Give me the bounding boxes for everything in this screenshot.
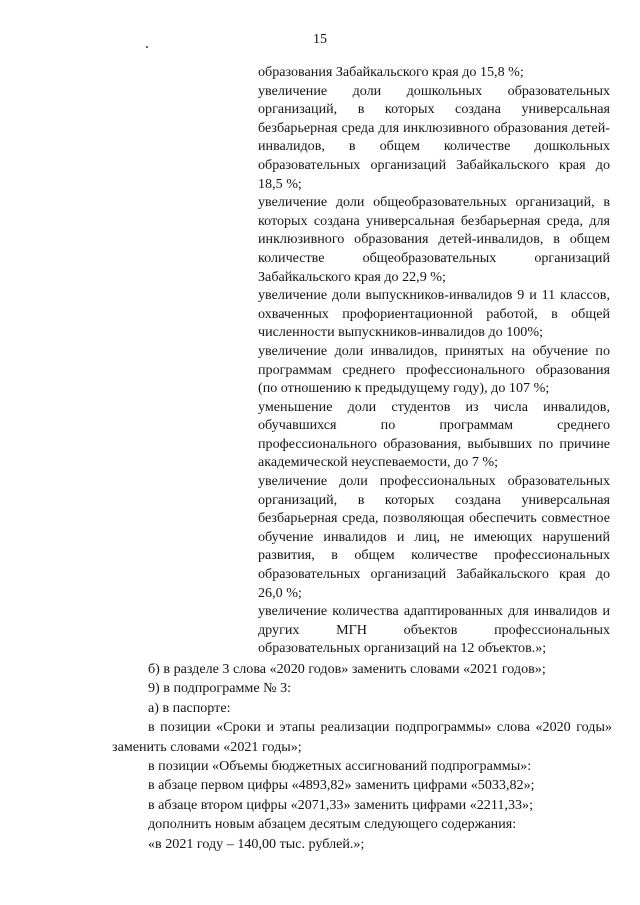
amendment-paragraph: в позиции «Объемы бюджетных ассигнований подпрограммы»: [148,758,532,775]
indicator-paragraph: увеличение доли общеобразовательных организаций, в которых создана универсальная безбарьерная среда, для инклюзивного образования детей-инвалидов, в общем количестве общеобразовательных организаций Забайкальского края до 22,9 %; [258,194,610,285]
amendment-paragraph: б) в разделе 3 слова «2020 годов» заменить словами «2021 годов»; [148,661,546,677]
amendment-paragraph: «в 2021 году – 140,00 тыс. рублей.»; [148,835,365,852]
amendment-paragraph: а) в паспорте: [148,699,231,716]
amendment-paragraph: в абзаце втором цифры «2071,33» заменить цифрами «2211,33»; [148,796,534,813]
page-number: 15 [313,32,327,47]
amendment-paragraph: в позиции «Сроки и этапы реализации подпрограммы» слова «2020 годы» заменить словами «2021 годы»; [112,719,612,755]
amendment-paragraph: 9) в подпрограмме № 3: [148,680,292,697]
indicator-paragraph: увеличение доли выпускников-инвалидов 9 и 11 классов, охваченных профориентационной работой, в общей численности выпускников-инвалидов до 100%; [258,287,610,341]
indicator-paragraph: уменьшение доли студентов из числа инвалидов, обучавшихся по программам среднего профессионального образования, выбывших по причине академической неуспеваемости, до 7 %; [258,398,610,471]
indicators-block [258,63,610,658]
indicator-paragraph: увеличение доли профессиональных образовательных организаций, в которых создана универсальная безбарьерная среда, позволяющая обеспечить совместное обучение инвалидов и лиц, не имеющих нарушений развития, в общем количестве профессиональных образовательных организаций Забайкальского края до 26,0 %; [258,473,610,601]
amendments-block [112,660,612,854]
indicator-paragraph: образования Забайкальского края до 15,8 %; [258,64,524,80]
amendment-paragraph: дополнить новым абзацем десятым следующего содержания: [148,816,517,833]
amendment-paragraph: в абзаце первом цифры «4893,82» заменить цифрами «5033,82»; [148,777,535,794]
indicator-paragraph: увеличение количества адаптированных для инвалидов и других МГН объектов профессиональных образовательных организаций на 12 объектов.»; [258,603,610,657]
indicator-paragraph: увеличение доли инвалидов, принятых на обучение по программам среднего профессионального образования (по отношению к предыдущему году), до 107 %; [258,342,610,397]
indicator-paragraph: увеличение доли дошкольных образовательных организаций, в которых создана универсальная безбарьерная среда для инклюзивного образования детей-инвалидов, в общем количестве дошкольных образовательных организаций Забайкальского края до 18,5 %; [258,82,610,192]
